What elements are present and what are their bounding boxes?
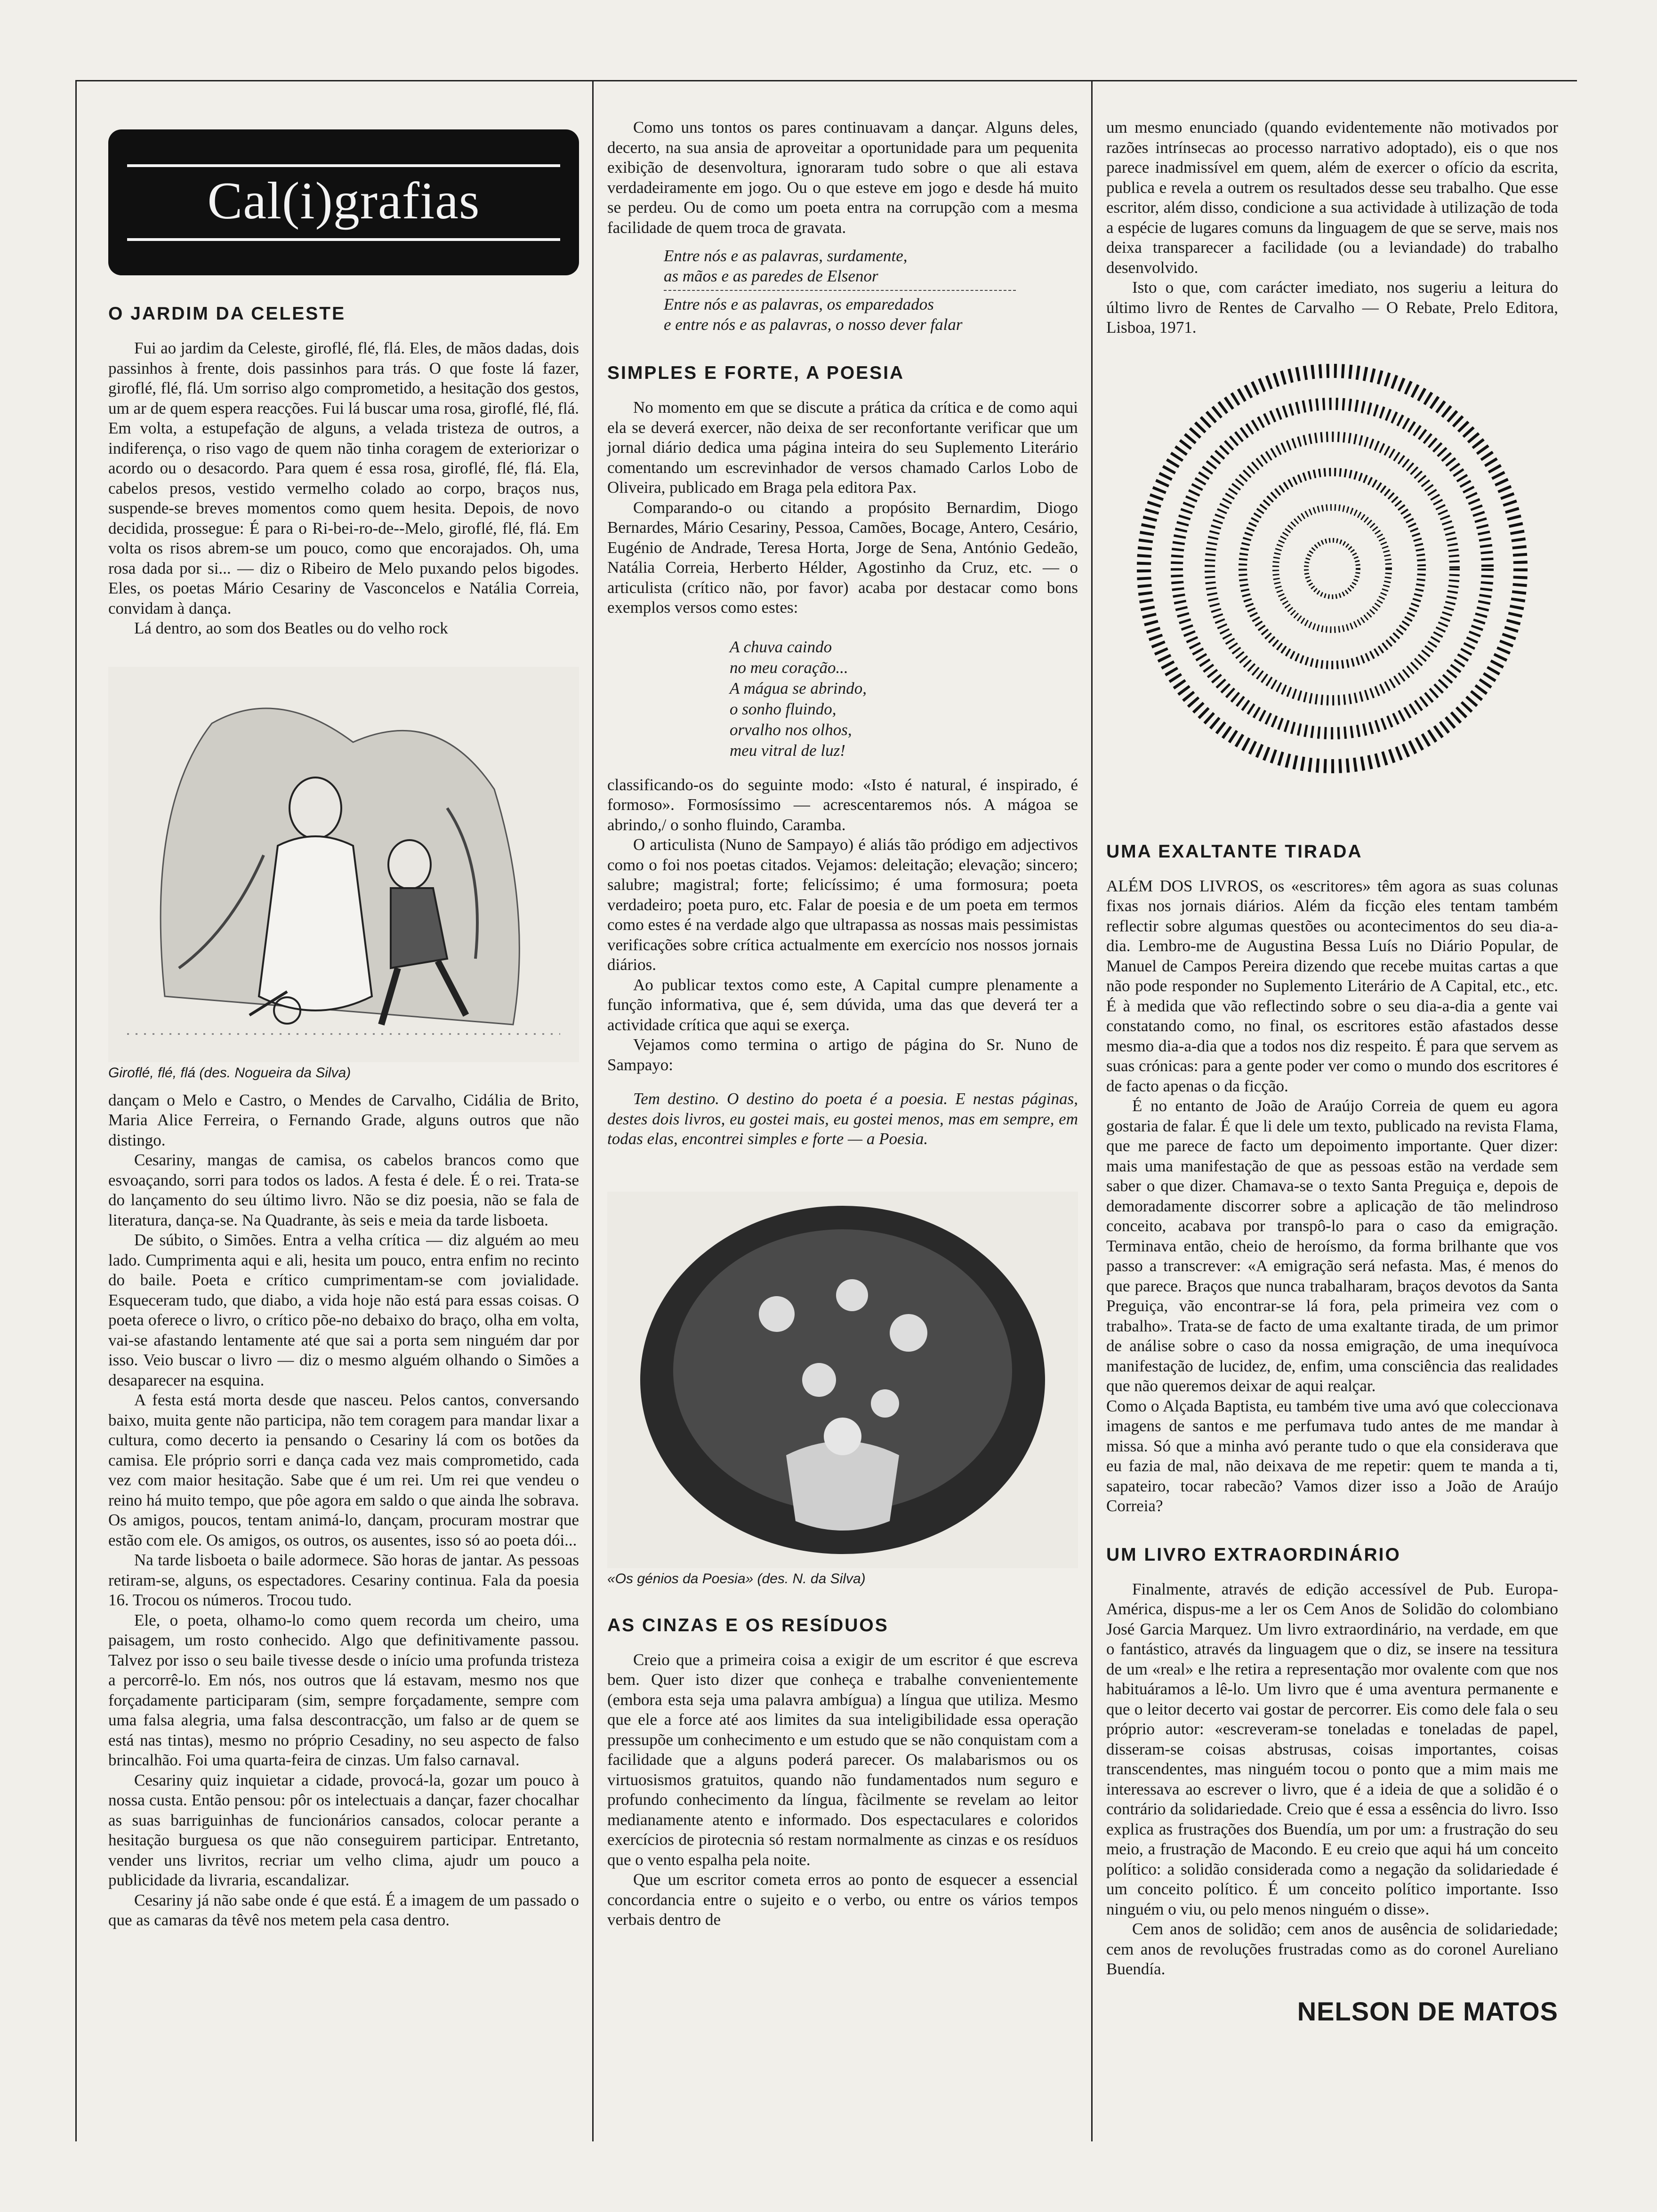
section-heading: O JARDIM DA CELESTE bbox=[108, 304, 346, 324]
article-paragraph: A festa está morta desde que nasceu. Pelos cantos, conversando baixo, muita gente não participa, não tem coragem para mandar lixar a cultura, como decerto ia pensando o Cesariny lá com os botões da camisa. Ele próprio sorri e dança cada vez mais comprometido, cada vez com maior hesitação. Sabe que é um rei. Um rei que vendeu o reino há muito tempo, que pôe agora em saldo o que ainda lhe sobrava. Os amigos, poucos, tentam animá-lo, dançam, procuram mostrar que estão com ele. Os amigos, os outros, os ausentes, isso só ao poeta dói... bbox=[108, 1391, 579, 1549]
article-paragraph: Cem anos de solidão; cem anos de ausência de solidariedade; cem anos de revoluções frustradas como as do coronel Aureliano Buendía. bbox=[1106, 1920, 1558, 1978]
article-paragraph: Cesariny quiz inquietar a cidade, provocá-la, gozar um pouco à nossa custa. Então pensou: pôr os intelectuais a dançar, fazer chocalhar as suas barriguinhas de funcionários cansados, colocar perante a hesitação burguesa os que não conseguirem participar. Entretanto, vender uns livritos, recriar um velho clima, ajudr um pouco a publicidade da livraria, escandalizar. bbox=[108, 1771, 579, 1889]
illustration-caption: «Os génios da Poesia» (des. N. da Silva) bbox=[607, 1571, 866, 1587]
section-heading: SIMPLES E FORTE, A POESIA bbox=[607, 363, 905, 383]
author-signature: NELSON DE MATOS bbox=[1297, 1996, 1558, 2026]
verse-divider bbox=[664, 290, 1016, 291]
column-rule bbox=[1091, 80, 1093, 2141]
column-rule bbox=[592, 80, 594, 2141]
verse-line: as mãos e as paredes de Elsenor bbox=[664, 266, 878, 285]
verse-line: Entre nós e as palavras, os emparedados bbox=[664, 295, 934, 313]
article-paragraph: ALÉM DOS LIVROS, os «escritores» têm agora as suas colunas fixas nos jornais diários. Além da ficção eles tentam também reflectir sobre algumas questões ou acontecimentos do seu dia-a-dia. Lembro-me de Augustina Bessa Luís no Diário Popular, de Manuel de Campos Pereira dizendo que recebe muitas cartas a que não pode responder no Suplemento Literário de A Capital, etc., etc. É à medida que vão reflectindo sobre o seu dia-a-dia a gente vai constatando como, no final, os escritores estão afastados desse mesmo dia-a-dia que a todos nos diz respeito. É para que servem as suas crónicas: para a gente poder ver como o mundo dos escritores é de facto apenas o da ficção. bbox=[1106, 876, 1558, 1095]
masthead-box bbox=[108, 129, 579, 275]
section-heading: AS CINZAS E OS RESÍDUOS bbox=[607, 1615, 889, 1635]
article-paragraph: Finalmente, através de edição accessível de Pub. Europa-América, dispus-me a ler os Cem Anos de Solidão do colombiano José Garcia Marquez. Um livro extraordinário, na verdade, em que o fantástico, através da linguagem que o diz, se insere na tessitura de um «real» e lhe retira a representação mor ovalente com que nos habituáramos a lê-lo. Um livro que é uma aventura permanente e que o leitor decerto vai gostar de percorrer. Eis como dele fala o seu próprio autor: «escreveram-se toneladas e toneladas de papel, disseram-se coisas abstrusas, coisas importantes, coisas transcendentes, mas ninguém tocou o ponto que a mim mais me interessava ao escrever o livro, que é a ideia de que a solidão é o contrário da solidariedade. Creio que é essa a essência do livro. Isso explica as frustrações dos Buendía, um por um: a frustração do seu meio, a frustração de Macondo. E eu creio que aqui há um conceito político: a solidão considerada como a negação da solidariedade é um conceito político. É um conceito político importante. Isso ninguém o viu, ou pelo menos ninguém o disse». bbox=[1106, 1579, 1558, 1918]
article-paragraph: Como o Alçada Baptista, eu também tive uma avó que coleccionava imagens de santos e me perfumava tudo antes de me mandar à missa. Só que a minha avó perante tudo o que ela considerava que eu fazia de mal, não deixava de me repetir: quem te manda a ti, sapateiro, tocar rabecão? Vamos dizer isso a João de Araújo Correia? bbox=[1106, 1396, 1558, 1515]
article-quote: Tem destino. O destino do poeta é a poesia. E nestas páginas, destes dois livros, eu gostei mais, eu gostei menos, mas em sempre, em todas elas, encontrei simples e forte — a Poesia. bbox=[607, 1090, 1078, 1148]
top-rule bbox=[75, 80, 1577, 81]
article-paragraph: Cesariny já não sabe onde é que está. É a imagem de um passado o que as camaras da têvê nos metem pela casa dentro. bbox=[108, 1891, 579, 1929]
spiral-calligram bbox=[1106, 361, 1558, 785]
article-paragraph: Vejamos como termina o artigo de página do Sr. Nuno de Sampayo: bbox=[607, 1035, 1078, 1074]
article-paragraph: Ao publicar textos como este, A Capital cumpre plenamente a função informativa, que é, sem dúvida, uma das que deverá ter a actividade crítica que aqui se exerça. bbox=[607, 975, 1078, 1034]
quoted-poem: A chuva caindo no meu coração... A mágua se abrindo, o sonho fluindo, orvalho nos olhos, meu vitral de luz! bbox=[730, 637, 867, 760]
masthead-title: Cal(i)grafias bbox=[127, 164, 560, 241]
article-paragraph: um mesmo enunciado (quando evidentemente não motivados por razões intrínsecas ao processo narrativo adoptado), eis o que nos parece inadmissível em quem, além de exercer o ofício da escrita, publica e revela a outrem os resultados desse seu trabalho. Que esse escritor, além disso, condicione a sua actividade à utilização de toda a espécie de lugares comuns da linguagem de que se serve, mais nos deixa transparecer a facilidade (ou a leviandade) do trabalho desenvolvido. bbox=[1106, 118, 1558, 277]
article-paragraph: Que um escritor cometa erros ao ponto de esquecer a essencial concordancia entre o sujeito e o verbo, ou entre os vários tempos verbais dentro de bbox=[607, 1870, 1078, 1929]
article-paragraph: Na tarde lisboeta o baile adormece. São horas de jantar. As pessoas retiram-se, alguns, os espectadores. Cesariny continua. Fala da poesia 16. Trocou os números. Trocou tudo. bbox=[108, 1551, 579, 1609]
article-paragraph: De súbito, o Simões. Entra a velha crítica — diz alguém ao meu lado. Cumprimenta aqui e ali, hesita um pouco, entra enfim no recinto do baile. Poeta e crítico cumprimentam-se com jovialidade. Esqueceram tudo, que diabo, a vida hoje não está para essas coisas. O poeta oferece o livro, o crítico põe-no debaixo do braço, olha em volta, vai-se afastando lentamente até que sai a porta sem ninguém dar por isso. Veio buscar o livro — diz o mesmo alguém olhando o Simões a desaparecer na esquina. bbox=[108, 1231, 579, 1389]
article-paragraph: Isto o que, com carácter imediato, nos sugeriu a leitura do último livro de Rentes de Carvalho — O Rebate, Prelo Editora, Lisboa, 1971. bbox=[1106, 278, 1558, 337]
article-paragraph: Comparando-o ou citando a propósito Bernardim, Diogo Bernardes, Mário Cesariny, Pessoa, Camões, Bocage, Antero, Cesário, Eugénio de Andrade, Teresa Horta, Jorge de Sena, António Gedeão, Natália Correia, Herberto Hélder, Agostinho da Cruz, etc. — o articulista (crítico não, por favor) acaba por destacar como bons exemplos versos como estes: bbox=[607, 498, 1078, 617]
article-paragraph: Como uns tontos os pares continuavam a dançar. Alguns deles, decerto, na sua ansia de aproveitar a oportunidade para um pequenita exibição de desenvoltura, ignoraram tudo sobre o que ali estava verdadeiramente em jogo. Ou o que esteve em jogo e desde há muito se perdeu. Ou de como um poeta entra na corrupção com a mesma facilidade de quem troca de gravata. bbox=[607, 118, 1078, 237]
article-paragraph: É no entanto de João de Araújo Correia de quem eu agora gostaria de falar. É que li dele um texto, publicado na revista Flama, que me parece de facto um depoimento importante. Quer dizer: mais uma manifestação de que as pessoas estão na verdade sem saber o que dizer. Chamava-se o texto Santa Preguiça e, depois de demoradamente discorrer sobre a aplicação de tão melindroso conceito, acabava por transpô-lo para o caso da emigração. Terminava então, cheio de heroísmo, da forma brilhante que vos passo a transcrever: «A emigração será nefasta. Mas, é menos do que parece. Braços que nunca trabalharam, braços devotos da Santa Preguiça, vão encontrar-se lá fora, pela primeira vez com o trabalho». Trata-se de facto de uma exaltante tirada, de um primor de análise sobre o caso da nossa emigração, de uma inequívoca manifestação de lucidez, de, enfim, uma consciência das realidades que não queremos deixar de aqui realçar. bbox=[1106, 1097, 1558, 1395]
section-heading: UM LIVRO EXTRAORDINÁRIO bbox=[1106, 1544, 1401, 1565]
article-paragraph: Creio que a primeira coisa a exigir de um escritor é que escreva bem. Quer isto dizer que conheça e trabalhe convenientemente (embora esta seja uma palavra ambígua) a língua que utiliza. Mesmo que ele a force até aos limites da sua inteligibilidade essa operação pressupõe um conhecimento e um estudo que se não conquistam com a facilidade que a alguns poderá parecer. Os malabarismos ou os virtuosismos gratuitos, quando não fundamentados num seguro e profundo conhecimento da língua, fàcilmente se revelam ao leitor medianamente atento e informado. Dos espectaculares e coloridos exercícios de pirotecnia só restam normalmente as cinzas e os resíduos que o vento espalha pela noite. bbox=[607, 1650, 1078, 1869]
verse-line: Entre nós e as palavras, surdamente, bbox=[664, 247, 908, 265]
article-paragraph: Cesariny, mangas de camisa, os cabelos brancos como que esvoaçando, sorri para todos os lados. A festa é dele. É o rei. Trata-se do lançamento do seu último livro. Não se diz poesia, não se fala de literatura, dança-se. Na Quadrante, às seis e meia da tarde lisboeta. bbox=[108, 1151, 579, 1229]
article-paragraph: Lá dentro, ao som dos Beatles ou do velho rock bbox=[134, 619, 448, 637]
illustration-caption: Giroflé, flé, flá (des. Nogueira da Silva) bbox=[108, 1065, 351, 1081]
column-3 bbox=[1106, 89, 1558, 2141]
verse-line: e entre nós e as palavras, o nosso dever falar bbox=[664, 315, 963, 334]
quoted-verse bbox=[664, 246, 1078, 335]
genios-illustration bbox=[607, 1192, 1078, 1568]
column-rule bbox=[75, 80, 77, 2141]
giroflé-illustration bbox=[108, 667, 579, 1062]
article-paragraph: Ele, o poeta, olhamo-lo como quem recorda um cheiro, uma paisagem, um rosto conhecido. Algo que definitivamente passou. Talvez por isso o seu baile tivesse desde o início uma profunda tristeza a percorrê-lo. Em nós, nos outros que lá estavam, mesmo nos que forçadamente participaram (sim, sempre forçadamente, sempre com uma falsa alegria, uma falsa descontracção, um falso ar de quem se está nas tintas), mesmo no próprio Cesadiny, no seu aspecto de falso brincalhão. Foi uma quarta-feira de cinzas. Um falso carnaval. bbox=[108, 1611, 579, 1769]
article-paragraph: No momento em que se discute a prática da crítica e de como aqui ela se deverá exercer, não deixa de ser reconfortante verificar que um jornal diário dedica uma página inteira do seu Suplemento Literário comentando um escrevinhador de versos chamado Carlos Lobo de Oliveira, publicado em Braga pela editora Pax. bbox=[607, 398, 1078, 497]
article-paragraph: classificando-os do seguinte modo: «Isto é natural, é inspirado, é formoso». Formosíssimo — acrescentaremos nós. A mágoa se abrindo,/ o sonho fluindo, Caramba. bbox=[607, 775, 1078, 834]
column-2 bbox=[607, 89, 1078, 2141]
article-paragraph: O articulista (Nuno de Sampayo) é aliás tão pródigo em adjectivos como o foi nos poetas citados. Vejamos: deleitação; elevação; sincero; salubre; magistral; forte; felicíssimo; é uma formosura; poeta verdadeiro; poeta puro, etc. Falar de poesia e de um poeta em termos como estes é na verdade algo que ultrapassa as nossas mais pessimistas verificações sobre crítica actualmente em exercício nos nossos jornais diários. bbox=[607, 835, 1078, 974]
column-1 bbox=[108, 89, 579, 2141]
article-paragraph: Fui ao jardim da Celeste, giroflé, flé, flá. Eles, de mãos dadas, dois passinhos à frente, dois passinhos para trás. O que foste lá fazer, giroflé, flé, flá. Um sorriso algo comprometido, a hesitação dos gestos, um ar de quem espera reacções. Fui lá buscar uma rosa, giroflé, flé, flá. Em volta, a estupefação de alguns, a velada tristeza de outros, a indiferença, o riso vago de quem não tinha coragem de exteriorizar o acordo ou o desacordo. Para quem é essa rosa, giroflé, flé, flá. Ela, cabelos presos, vestido vermelho colado ao corpo, braços nus, suspende-se breves momentos como quem hesita. Depois, de novo decidida, prossegue: É para o Ri-bei-ro-de--Melo, giroflé, flé, flá. Em volta os risos abrem-se um pouco, como que encorajados. Oh, uma rosa dada por si... — diz o Ribeiro de Melo puxando pelos bigodes. Eles, os poetas Mário Cesariny de Vasconcelos e Natália Correia, convidam à dança. bbox=[108, 339, 579, 617]
newspaper-page bbox=[75, 89, 1577, 2141]
article-paragraph: dançam o Melo e Castro, o Mendes de Carvalho, Cidália de Brito, Maria Alice Ferreira, o Fernando Grade, alguns outros que não distingo. bbox=[108, 1090, 579, 1149]
section-heading: UMA EXALTANTE TIRADA bbox=[1106, 841, 1363, 862]
